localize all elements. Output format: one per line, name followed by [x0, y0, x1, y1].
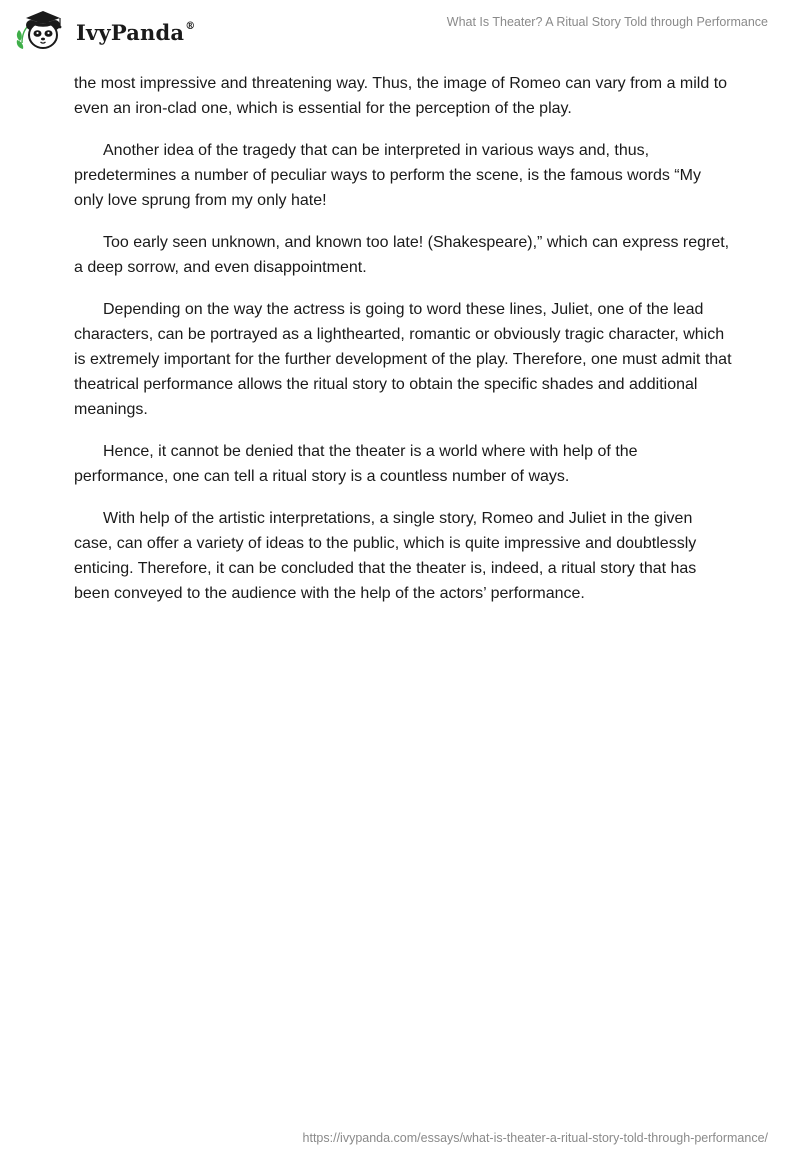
paragraph: Another idea of the tragedy that can be interpreted in various ways and, thus, predetermines a number of peculiar ways to perform the scene, is the famous words “My only love sprung from my only hate! — [74, 142, 701, 209]
essay-body — [74, 71, 734, 623]
panda-graduate-icon — [14, 8, 72, 52]
ivypanda-logo[interactable] — [14, 8, 195, 52]
registered-mark: ® — [185, 20, 196, 32]
source-url[interactable]: https://ivypanda.com/essays/what-is-theater-a-ritual-story-told-through-performance/ — [302, 1131, 768, 1145]
paragraph: Too early seen unknown, and known too late! (Shakespeare),” which can express regret, a deep sorrow, and even disappointment. — [74, 234, 730, 276]
paragraph: Hence, it cannot be denied that the theater is a world where with help of the performance, one can tell a ritual story is a countless number of ways. — [74, 443, 638, 485]
brand-name — [76, 19, 196, 45]
paragraph: With help of the artistic interpretations, a single story, Romeo and Juliet in the given case, can offer a variety of ideas to the public, which is quite impressive and doubtlessly enticing. Therefore, it can be concluded that the theater is, indeed, a ritual story that has been conveyed to the audience with the help of the actors’ performance. — [74, 510, 697, 602]
brand-text: IvyPanda — [76, 19, 185, 45]
paragraph: the most impressive and threatening way. Thus, the image of Romeo can vary from a mild to even an iron-clad one, which is essential for the perception of the play. — [74, 75, 728, 117]
page-header — [0, 0, 800, 62]
paragraph: Depending on the way the actress is going to word these lines, Juliet, one of the lead characters, can be portrayed as a lighthearted, romantic or obviously tragic character, which is extremely important for the further development of the play. Therefore, one must admit that theatrical performance allows the ritual story to obtain the specific shades and additional meanings. — [74, 301, 732, 418]
document-title: What Is Theater? A Ritual Story Told through Performance — [446, 15, 768, 29]
